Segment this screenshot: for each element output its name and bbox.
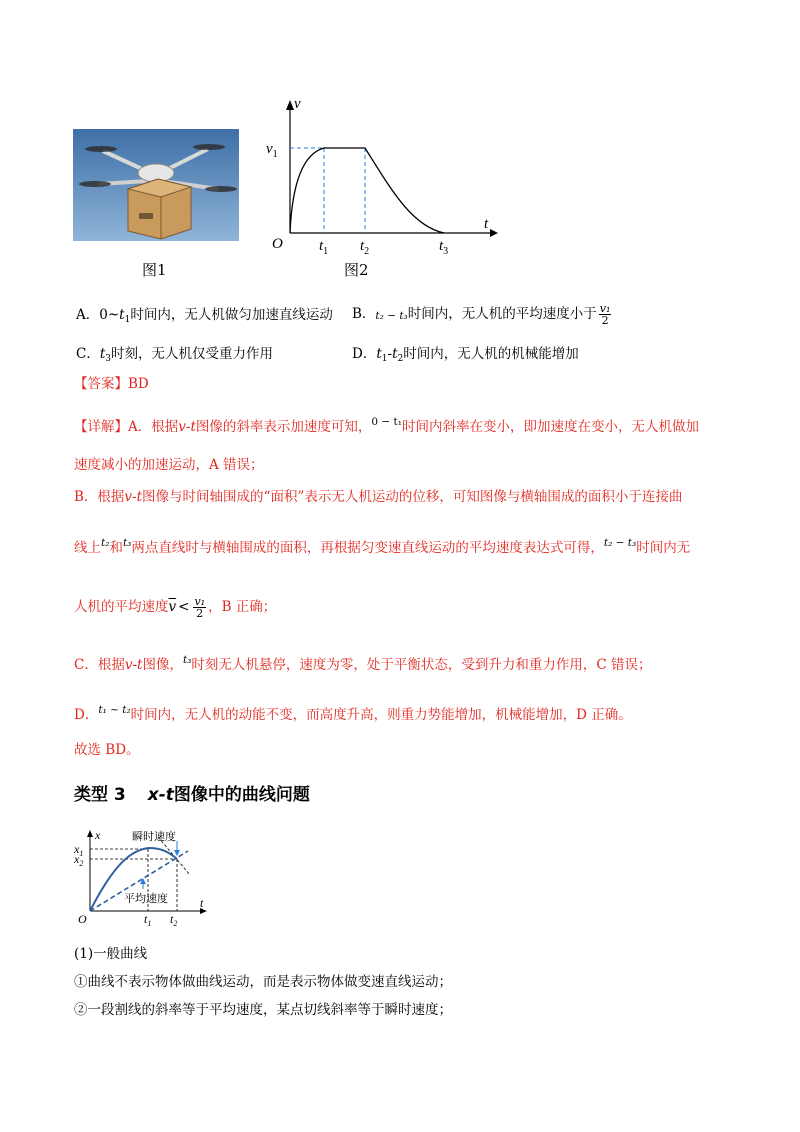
t2-label: $t_2$ [170, 912, 178, 927]
drone-illustration [73, 129, 239, 241]
notes-item-2: ②一段割线的斜率等于平均速度，某点切线斜率等于瞬时速度； [74, 1002, 452, 1018]
option-c: C．$t_3$时刻，无人机仅受重力作用 [76, 346, 274, 364]
detail-b-line-2: 线上$^{t_2}$和$^{t_3}$两点直线时与横轴围成的面积，再根据匀变速直线运动的平均速度表达式可得，$^{t_2 - t_3}$时间内无 [74, 537, 691, 556]
detail-a-line-2: 速度减小的加速运动，A 错误； [74, 457, 264, 473]
detail-c: C．根据v-t图像，$^{t_3}$时刻无人机悬停，速度为零，处于平衡状态，受到升力和重力作用，C 错误； [74, 654, 652, 673]
x-axis-arrow [490, 229, 498, 237]
axis-y-label: v [294, 96, 301, 112]
figure-1-drone-photo [73, 129, 239, 241]
figure-1-caption: 图1 [142, 261, 167, 279]
detail-b-line-1: B．根据v-t图像与时间轴围成的“面积”表示无人机运动的位移，可知图像与横轴围成的面积小于连接曲 [74, 489, 683, 505]
option-b: B．t₂ − t₃时间内，无人机的平均速度小于 $\frac{\text{v₁}}{2}$ [352, 302, 611, 327]
t1-label: $t_1$ [144, 912, 152, 927]
detail-d: D．$^{t_1 \sim t_2}$时间内，无人机的动能不变，而高度升高，则重力势能增加，机械能增加，D 正确。 [74, 704, 632, 723]
v1-label: $v_1$ [266, 141, 278, 160]
instant-pointer-head [174, 850, 180, 856]
t1-label: $t_1$ [319, 238, 329, 256]
answer: 【答案】BD [74, 376, 149, 392]
detail-a-line-1: 【详解】A．根据v-t图像的斜率表示加速度可知，$^{0 - t_1}$时间内斜率在变小，即加速度在变小，无人机做加 [74, 416, 699, 435]
figure-2-vt-graph [262, 96, 500, 256]
t-axis-label: t [200, 896, 204, 910]
option-d: D．$t_1-t_2$时间内，无人机的机械能增加 [352, 346, 579, 364]
conclusion: 故选 BD。 [74, 742, 140, 758]
detail-b-line-3: 人机的平均速度$\overline{v}$ < $\frac{\text{v₁}}{2}$ ，B 正确； [74, 595, 277, 620]
figure-2-caption: 图2 [344, 261, 369, 279]
x1-label: $x_1$ [74, 842, 84, 858]
origin-label: O [272, 236, 283, 252]
t2-label: $t_2$ [360, 238, 370, 256]
origin-label: O [78, 912, 87, 926]
x-axis-label: x [95, 828, 101, 842]
velocity-curve [290, 148, 444, 233]
section-heading: 类型 3 x-t图像中的曲线问题 [74, 785, 310, 805]
notes-item-1: ①曲线不表示物体做曲线运动，而是表示物体做变速直线运动； [74, 974, 452, 990]
x2-label: $x_2$ [74, 852, 84, 868]
figure-3-xt-graph [70, 827, 220, 927]
x-axis-arrow [87, 830, 93, 837]
average-velocity-label: 平均速度 [124, 893, 168, 905]
instant-velocity-label: 瞬时速度 [132, 831, 176, 843]
option-a: A．$0\sim t_1$时间内，无人机做匀加速直线运动 [76, 307, 333, 325]
t3-label: $t_3$ [439, 238, 449, 256]
notes-heading: (1)一般曲线 [74, 946, 148, 962]
axis-x-label: t [484, 216, 489, 232]
y-axis-arrow [286, 100, 294, 110]
